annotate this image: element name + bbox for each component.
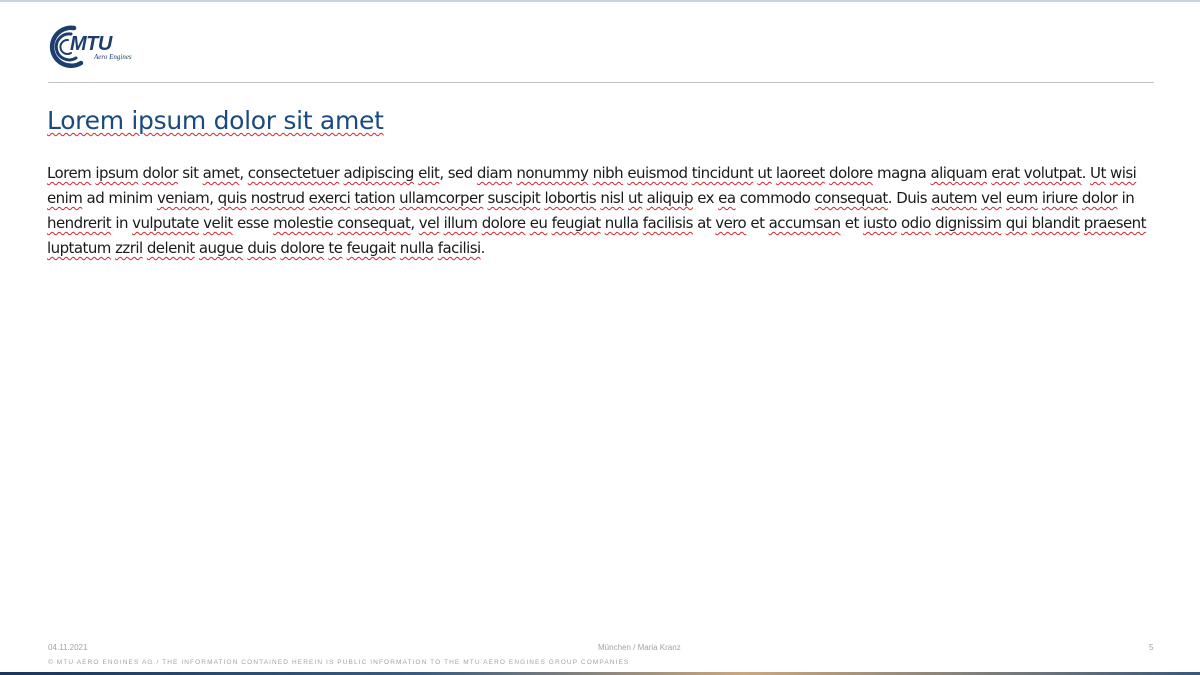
header-divider — [48, 82, 1154, 83]
spellcheck-word: nulla — [399, 239, 434, 257]
spellcheck-word: dolor — [1081, 189, 1118, 207]
logo-subtitle: Aero Engines — [94, 53, 132, 61]
spellcheck-word: delenit — [146, 239, 195, 257]
spellcheck-word: zzril — [115, 239, 143, 257]
spellcheck-word: dolore — [481, 214, 526, 232]
spellcheck-word: iriure — [1041, 189, 1078, 207]
spellcheck-word: qui — [1005, 214, 1028, 232]
footer-legal-notice: © MTU AERO ENGINES AG / THE INFORMATION CONTAINED HEREIN IS PUBLIC INFORMATION TO THE MTU AERO ENGINES GROUP COMPANIES — [48, 659, 630, 666]
spellcheck-word: adipiscing — [343, 164, 414, 182]
spellcheck-word: ullamcorper — [399, 189, 484, 207]
top-edge-line — [0, 0, 1200, 2]
slide-body-text: Lorem ipsum dolor sit amet, consectetuer adipiscing elit, sed diam nonummy nibh euismod tincidunt ut laoreet dolore magna aliquam erat volutpat. Ut wisi enim ad minim veniam, quis nostrud exerci tation ullamcorper suscipit lobortis nisl ut aliquip ex ea commodo consequat. Duis autem vel eum iriure dolor in hendrerit in vulputate velit esse molestie consequat, vel illum dolore eu feugiat nulla facilisis at vero et accumsan et iusto odio dignissim qui blandit praesent luptatum zzril delenit augue duis dolore te feugait nulla facilisi. — [47, 164, 1146, 257]
spellcheck-word: consectetuer — [247, 164, 340, 182]
spellcheck-word: praesent — [1083, 214, 1146, 232]
spellcheck-word: feugait — [346, 239, 396, 257]
spellcheck-word: Ut — [1090, 164, 1106, 182]
spellcheck-word: te — [328, 239, 343, 257]
mtu-logo — [48, 22, 148, 68]
spellcheck-word: euismod — [627, 164, 688, 182]
spellcheck-word: tincidunt — [691, 164, 754, 182]
spellcheck-word: exerci — [308, 189, 351, 207]
spellcheck-word: volutpat — [1023, 164, 1082, 182]
spellcheck-word: luptatum — [47, 239, 111, 257]
spellcheck-word: facilisis — [642, 214, 693, 232]
spellcheck-word: odio — [901, 214, 931, 232]
spellcheck-word: duis — [247, 239, 277, 257]
footer-date: 04.11.2021 — [48, 643, 88, 652]
spellcheck-word: diam — [476, 164, 513, 182]
spellcheck-word: tation — [354, 189, 395, 207]
spellcheck-word: blandit — [1031, 214, 1080, 232]
spellcheck-word: laoreet — [775, 164, 825, 182]
spellcheck-word: dolor — [142, 164, 178, 182]
spellcheck-word: nisl — [600, 189, 624, 207]
spellcheck-word: vero — [715, 214, 747, 232]
spellcheck-word: molestie — [273, 214, 333, 232]
spellcheck-word: vulputate — [132, 214, 199, 232]
spellcheck-word: facilisi — [437, 239, 481, 257]
spellcheck-word: nulla — [604, 214, 639, 232]
spellcheck-word: suscipit — [487, 189, 541, 207]
spellcheck-word: dolore — [280, 239, 325, 257]
footer-page-number: 5 — [1149, 643, 1154, 652]
spellcheck-word: dignissim — [935, 214, 1002, 232]
spellcheck-word: autem — [931, 189, 977, 207]
spellcheck-word: ut — [757, 164, 772, 182]
spellcheck-word: aliquip — [646, 189, 693, 207]
spellcheck-word: veniam — [156, 189, 210, 207]
spellcheck-word: erat — [991, 164, 1020, 182]
spellcheck-word: augue — [198, 239, 244, 257]
spellcheck-word: enim — [47, 189, 83, 207]
spellcheck-word: accumsan — [768, 214, 841, 232]
footer-location-author: München / Maria Kranz — [598, 643, 681, 652]
spellcheck-word: lobortis — [544, 189, 597, 207]
spellcheck-word: nibh — [592, 164, 624, 182]
spellcheck-word: nonummy — [516, 164, 589, 182]
spellcheck-word: amet — [202, 164, 240, 182]
spellcheck-word: ut — [628, 189, 643, 207]
spellcheck-word: hendrerit — [47, 214, 112, 232]
spellcheck-word: illum — [443, 214, 478, 232]
spellcheck-word: velit — [203, 214, 233, 232]
spellcheck-word: ipsum — [95, 164, 139, 182]
spellcheck-word: elit — [418, 164, 440, 182]
spellcheck-word: feugiat — [551, 214, 601, 232]
spellcheck-word: Lorem — [47, 164, 92, 182]
spellcheck-word: nostrud — [250, 189, 305, 207]
slide-title: Lorem ipsum dolor sit amet — [47, 106, 384, 135]
spellcheck-word: aliquam — [930, 164, 988, 182]
spellcheck-word: eum — [1005, 189, 1038, 207]
spellcheck-word: ea — [718, 189, 736, 207]
spellcheck-word: vel — [418, 214, 440, 232]
spellcheck-word: eu — [529, 214, 548, 232]
logo-wordmark: MTU — [70, 33, 112, 55]
spellcheck-word: consequat — [337, 214, 411, 232]
spellcheck-word: quis — [217, 189, 247, 207]
spellcheck-word: iusto — [863, 214, 897, 232]
spellcheck-word: vel — [981, 189, 1002, 207]
spellcheck-word: dolore — [829, 164, 873, 182]
spellcheck-word: wisi — [1110, 164, 1137, 182]
spellcheck-word: consequat — [814, 189, 888, 207]
